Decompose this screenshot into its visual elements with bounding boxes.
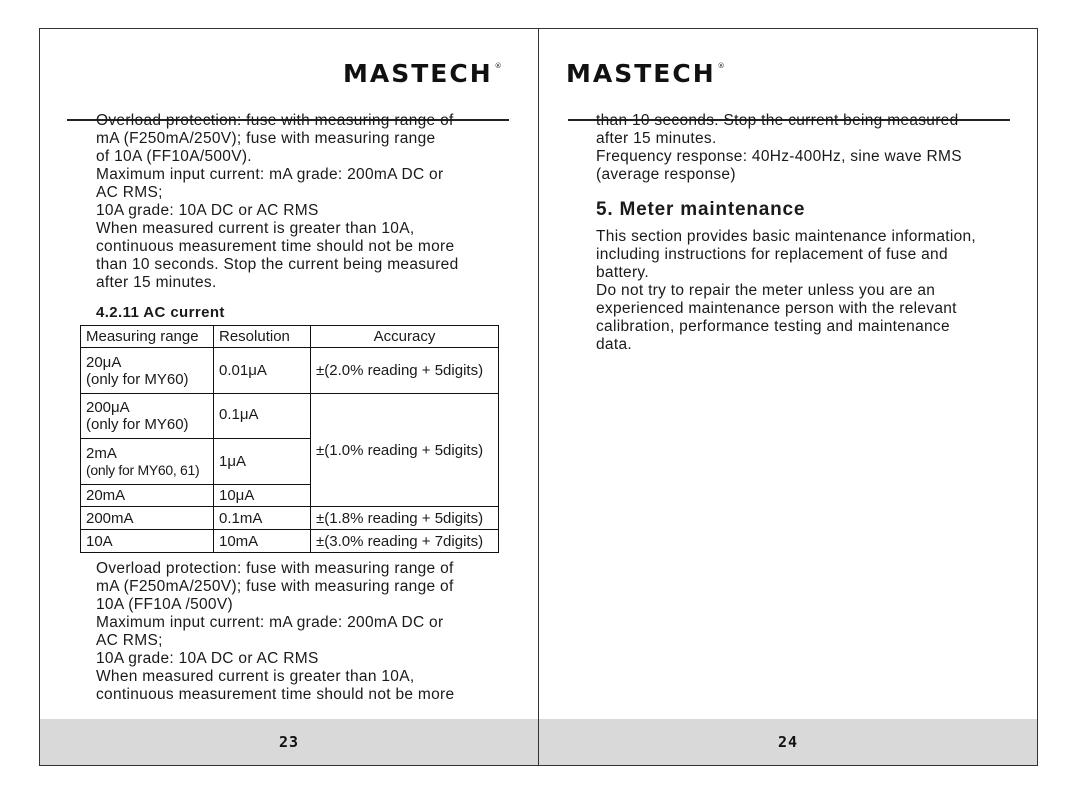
section-title-meter-maintenance: 5. Meter maintenance: [596, 199, 806, 220]
accuracy-cell: ±(2.0% reading + 5digits): [311, 348, 499, 394]
page-footer: [539, 719, 1037, 765]
table-header-row: [81, 326, 499, 348]
page-footer: [40, 719, 538, 765]
range-cell: 200mA: [81, 507, 214, 530]
resolution-cell: 0.1μA: [214, 394, 311, 439]
table-row: [81, 507, 499, 530]
range-cell: 20μA (only for MY60): [81, 348, 214, 394]
header-accuracy: Accuracy: [311, 326, 499, 348]
header-measuring-range: Measuring range: [81, 326, 214, 348]
section-title-ac-current: 4.2.11 AC current: [96, 304, 225, 321]
page-number: 23: [278, 733, 300, 751]
resolution-cell: 0.01μA: [214, 348, 311, 394]
accuracy-cell: ±(1.8% reading + 5digits): [311, 507, 499, 530]
overload-text-bottom: Overload protection: fuse with measuring range of mA (F250mA/250V); fuse with measuring range of 10A (FF10A /500V) Maximum input current: mA grade: 200mA DC or AC RMS; 10A grade: 10A DC or AC RMS When measured current is greater than 10A, continuous measurement time should not be more: [96, 560, 455, 703]
page-number: 24: [777, 733, 799, 751]
overload-text-top: Overload protection: fuse with measuring range of mA (F250mA/250V); fuse with measuring range of 10A (FF10A/500V). Maximum input current: mA grade: 200mA DC or AC RMS; 10A grade: 10A DC or AC RMS When measured current is greater than 10A, continuous measurement time should not be more than 10 seconds. Stop the current being measured after 15 minutes.: [96, 112, 459, 291]
maintenance-text: This section provides basic maintenance information, including instructions for replacement of fuse and battery. Do not try to repair the meter unless you are an experienced maintenance person with the relevant calibration, performance testing and maintenance data.: [596, 228, 977, 353]
table-row: [81, 530, 499, 553]
header-resolution: Resolution: [214, 326, 311, 348]
resolution-cell: 10mA: [214, 530, 311, 553]
page-24: [538, 28, 1038, 766]
resolution-cell: 10μA: [214, 485, 311, 507]
brand-logo: MASTECH ®: [566, 59, 727, 88]
resolution-cell: 1μA: [214, 439, 311, 485]
accuracy-cell-merged: ±(1.0% reading + 5digits): [311, 394, 499, 507]
range-cell: 20mA: [81, 485, 214, 507]
accuracy-cell: ±(3.0% reading + 7digits): [311, 530, 499, 553]
table-row: [81, 348, 499, 394]
resolution-cell: 0.1mA: [214, 507, 311, 530]
page-23: [39, 28, 539, 766]
table-row: [81, 394, 499, 439]
range-cell: 200μA (only for MY60): [81, 394, 214, 439]
brand-logo: MASTECH ®: [343, 59, 504, 88]
ac-current-table: [80, 325, 499, 553]
range-cell: 2mA (only for MY60, 61): [81, 439, 214, 485]
range-cell: 10A: [81, 530, 214, 553]
continued-text: than 10 seconds. Stop the current being measured after 15 minutes. Frequency response: 40Hz-400Hz, sine wave RMS (average response): [596, 112, 962, 183]
